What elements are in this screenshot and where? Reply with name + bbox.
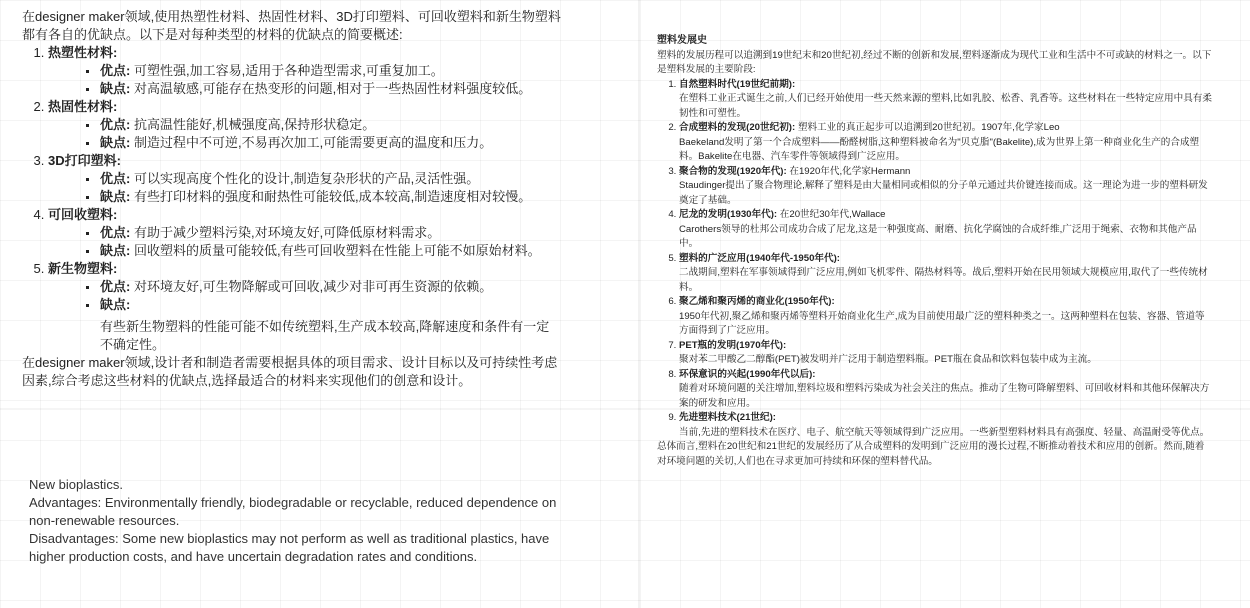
category-item bbox=[48, 98, 562, 152]
pros-text: 可塑性强,加工容易,适用于各种造型需求,可重复加工。 bbox=[133, 63, 444, 78]
category-title: 热塑性材料: bbox=[48, 45, 118, 60]
pros-label: 优点: bbox=[100, 171, 131, 186]
stage-description: 当前,先进的塑料技术在医疗、电子、航空航天等领域得到广泛应用。一些新型塑料材料具有高强度、轻量、高温耐受等优点。 bbox=[679, 426, 1210, 438]
stage-lead: 在1920年代,化学家Hermann bbox=[789, 165, 911, 177]
history-stage-list bbox=[657, 78, 1213, 441]
conclusion-paragraph: 在designer maker领域,设计者和制造者需要根据具体的项目需求、设计目标以及可持续性考虑因素,综合考虑这些材料的优缺点,选择最适合的材料来实现他们的创意和设计。 bbox=[22, 355, 558, 388]
stage-description: 聚对苯二甲酸乙二醇酯(PET)被发明并广泛用于制造塑料瓶。PET瓶在食品和饮料包装中成为主流。 bbox=[679, 354, 1097, 365]
note-disadvantages: Disadvantages: Some new bioplastics may not perform as well as traditional plastics, have higher production costs, and have uncertain degradation rates and conditions. bbox=[29, 531, 550, 564]
stage-title: 环保意识的兴起(1990年代以后): bbox=[679, 368, 816, 380]
history-conclusion: 总体而言,塑料在20世纪和21世纪的发展经历了从合成塑料的发明到广泛应用的漫长过程,不断推动着技术和应用的创新。然而,随着对环境问题的关切,人们也在寻求更加可持续和环保的塑料替代品。 bbox=[657, 441, 1205, 467]
pros-item bbox=[86, 170, 562, 188]
cons-text: 对高温敏感,可能存在热变形的问题,相对于一些热固性材料强度较低。 bbox=[133, 81, 532, 96]
pros-item bbox=[86, 116, 562, 134]
stage-item bbox=[679, 252, 1213, 296]
cons-label: 缺点: bbox=[100, 81, 131, 96]
stage-item bbox=[679, 208, 1213, 252]
category-title: 3D打印塑料: bbox=[48, 153, 121, 168]
pros-text: 对环境友好,可生物降解或可回收,减少对非可再生资源的依赖。 bbox=[133, 279, 493, 294]
intro-paragraph: 在designer maker领域,使用热塑性材料、热固性材料、3D打印塑料、可回收塑料和新生物塑料都有各自的优缺点。以下是对每种类型的材料的优缺点的简要概述: bbox=[22, 9, 561, 42]
cons-text: 制造过程中不可逆,不易再次加工,可能需要更高的温度和压力。 bbox=[133, 135, 493, 150]
stage-item bbox=[679, 411, 1213, 440]
stage-title: 尼龙的发明(1930年代): bbox=[679, 209, 778, 220]
pros-label: 优点: bbox=[100, 63, 131, 78]
stage-item bbox=[679, 295, 1213, 339]
category-title: 可回收塑料: bbox=[48, 207, 118, 222]
cons-item bbox=[86, 296, 562, 354]
stage-title: 聚合物的发现(1920年代): bbox=[679, 165, 787, 177]
pros-text: 可以实现高度个性化的设计,制造复杂形状的产品,灵活性强。 bbox=[133, 171, 480, 186]
category-title: 热固性材料: bbox=[48, 99, 118, 114]
pros-cons-list bbox=[48, 170, 562, 206]
stage-description: 随着对环境问题的关注增加,塑料垃圾和塑料污染成为社会关注的焦点。推动了生物可降解塑料、可回收材料和其他环保解决方案的研发和应用。 bbox=[679, 383, 1210, 409]
pros-cons-list bbox=[48, 62, 562, 98]
pros-label: 优点: bbox=[100, 279, 131, 294]
pros-text: 抗高温性能好,机械强度高,保持形状稳定。 bbox=[133, 117, 376, 132]
cons-extra-text: 有些新生物塑料的性能可能不如传统塑料,生产成本较高,降解速度和条件有一定不确定性。 bbox=[100, 319, 550, 352]
stage-description: 1950年代初,聚乙烯和聚丙烯等塑料开始商业化生产,成为目前使用最广泛的塑料种类之一。这两种塑料在包装、容器、管道等方面得到了广泛应用。 bbox=[679, 310, 1205, 336]
cons-item bbox=[86, 80, 562, 98]
note-advantages: Advantages: Environmentally friendly, biodegradable or recyclable, reduced dependence on non-renewable resources. bbox=[29, 495, 557, 528]
note-heading: New bioplastics. bbox=[29, 477, 123, 492]
plastics-history-note[interactable] bbox=[657, 34, 1213, 469]
stage-lead: 在20世纪30年代,Wallace bbox=[779, 209, 886, 220]
pros-item bbox=[86, 224, 562, 242]
stage-title: 合成塑料的发现(20世纪初): bbox=[679, 122, 796, 133]
cons-label: 缺点: bbox=[100, 135, 131, 150]
category-item bbox=[48, 152, 562, 206]
cons-label: 缺点: bbox=[100, 243, 131, 258]
stage-description: Baekeland发明了第一个合成塑料——酚醛树脂,这种塑料被命名为"贝克脂"(Bakelite),成为世界上第一种商业化生产的合成塑料。Bakelite在电器、汽车零件等领域得到广泛应用。 bbox=[679, 136, 1200, 162]
cons-label: 缺点: bbox=[100, 189, 131, 204]
history-intro: 塑料的发展历程可以追溯到19世纪末和20世纪初,经过不断的创新和发展,塑料逐渐成为现代工业和生活中不可或缺的材料之一。以下是塑料发展的主要阶段: bbox=[657, 49, 1212, 75]
stage-description: 二战期间,塑料在军事领域得到广泛应用,例如飞机零件、隔热材料等。战后,塑料开始在民用领域大规模应用,取代了一些传统材料。 bbox=[679, 267, 1208, 293]
cons-text: 回收塑料的质量可能较低,有些可回收塑料在性能上可能不如原始材料。 bbox=[133, 243, 541, 258]
stage-item bbox=[679, 121, 1213, 165]
material-category-list bbox=[22, 44, 562, 354]
category-title: 新生物塑料: bbox=[48, 261, 118, 276]
stage-title: 聚乙烯和聚丙烯的商业化(1950年代): bbox=[679, 296, 835, 307]
cons-label: 缺点: bbox=[100, 297, 131, 312]
cons-item bbox=[86, 242, 562, 260]
history-title: 塑料发展史 bbox=[657, 35, 707, 46]
stage-title: 塑料的广泛应用(1940年代-1950年代): bbox=[679, 252, 840, 264]
stage-item bbox=[679, 339, 1213, 368]
pros-item bbox=[86, 278, 562, 296]
stage-title: 先进塑料技术(21世纪): bbox=[679, 412, 777, 423]
stage-description: Carothers领导的杜邦公司成功合成了尼龙,这是一种强度高、耐磨、抗化学腐蚀的合成纤维,广泛用于绳索、衣物和其他产品中。 bbox=[679, 223, 1197, 249]
stage-item bbox=[679, 368, 1213, 412]
cons-item bbox=[86, 188, 562, 206]
stage-description: 在塑料工业正式诞生之前,人们已经开始使用一些天然来源的塑料,比如乳胶、松香、乳香等。这些材料在一些特定应用中具有柔韧性和可塑性。 bbox=[679, 93, 1212, 119]
stage-item bbox=[679, 78, 1213, 122]
stage-title: PET瓶的发明(1970年代): bbox=[679, 339, 787, 351]
cons-text: 有些打印材料的强度和耐热性可能较低,成本较高,制造速度相对较慢。 bbox=[133, 189, 532, 204]
cons-item bbox=[86, 134, 562, 152]
stage-title: 自然塑料时代(19世纪前期): bbox=[679, 78, 796, 90]
category-item bbox=[48, 206, 562, 260]
stage-description: Staudinger提出了聚合物理论,解释了塑料是由大量相同或相似的分子单元通过共价键连接而成。这一理论为进一步的塑料研发奠定了基础。 bbox=[679, 180, 1208, 206]
materials-overview-note[interactable] bbox=[22, 8, 562, 390]
pros-item bbox=[86, 62, 562, 80]
stage-item bbox=[679, 165, 1213, 209]
category-item bbox=[48, 44, 562, 98]
stage-lead: 塑料工业的真正起步可以追溯到20世纪初。1907年,化学家Leo bbox=[797, 122, 1060, 133]
canvas-vertical-divider bbox=[638, 0, 640, 608]
pros-label: 优点: bbox=[100, 117, 131, 132]
pros-cons-list bbox=[48, 116, 562, 152]
english-bioplastics-note[interactable] bbox=[29, 476, 569, 566]
category-item bbox=[48, 260, 562, 354]
pros-label: 优点: bbox=[100, 225, 131, 240]
pros-text: 有助于减少塑料污染,对环境友好,可降低原材料需求。 bbox=[133, 225, 441, 240]
pros-cons-list bbox=[48, 278, 562, 354]
pros-cons-list bbox=[48, 224, 562, 260]
